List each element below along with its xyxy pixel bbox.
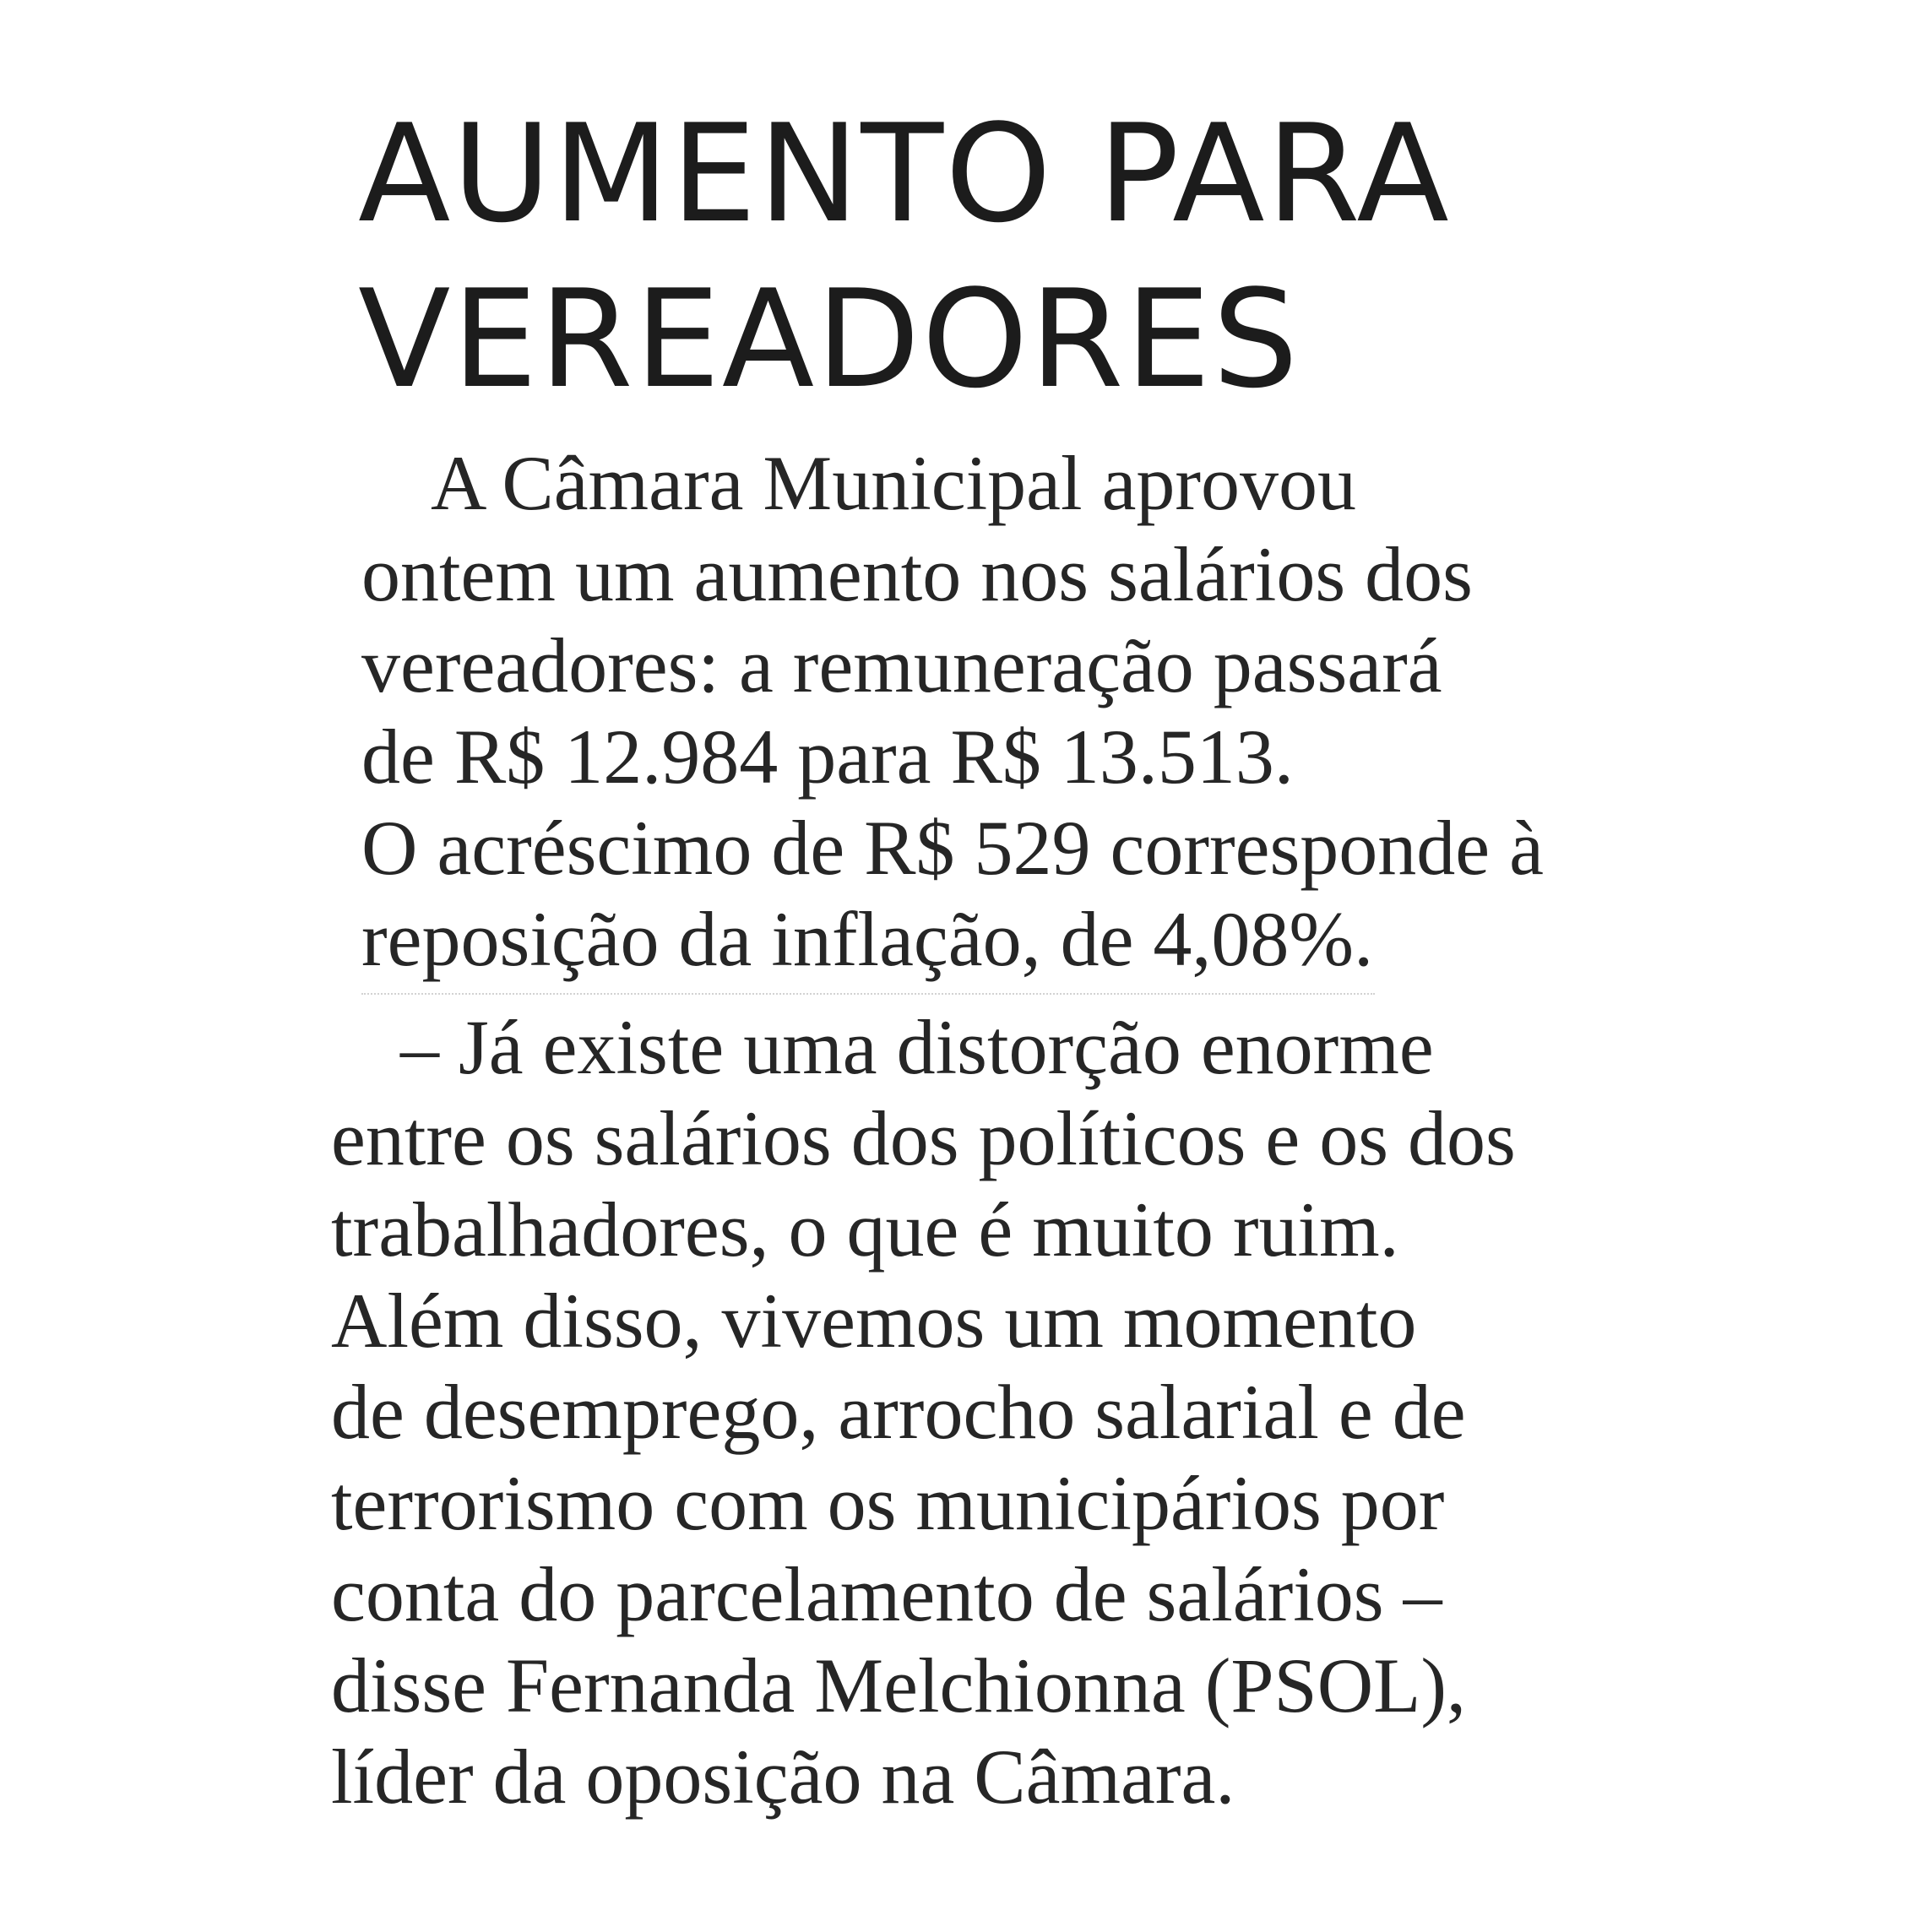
quote-line: de desemprego, arrocho salarial e de — [331, 1369, 1466, 1455]
quote-line: trabalhadores, o que é muito ruim. — [331, 1186, 1399, 1273]
quote-line: conta do parcelamento de salários – — [331, 1551, 1442, 1637]
section-divider — [361, 993, 1375, 995]
quote-line: entre os salários dos políticos e os dos — [331, 1095, 1516, 1181]
lead-line: de R$ 12.984 para R$ 13.513. — [361, 714, 1294, 800]
quote-line: – Já existe uma distorção enorme — [400, 1004, 1434, 1090]
lead-line: A Câmara Municipal aprovou — [431, 440, 1357, 526]
quote-paragraph — [331, 1001, 1665, 1822]
lead-line: vereadores: a remuneração passará — [361, 622, 1442, 708]
quote-line: líder da oposição na Câmara. — [331, 1734, 1235, 1820]
headline — [358, 91, 1625, 422]
lead-line: reposição da inflação, de 4,08%. — [361, 896, 1374, 982]
quote-line: disse Fernanda Melchionna (PSOL), — [331, 1642, 1466, 1728]
lead-paragraph — [361, 437, 1679, 985]
lead-line: ontem um aumento nos salários dos — [361, 531, 1473, 617]
headline-line: AUMENTO PARA — [358, 95, 1451, 252]
quote-line: Além disso, vivemos um momento — [331, 1278, 1417, 1364]
headline-line: VEREADORES — [358, 260, 1301, 418]
lead-line: O acréscimo de R$ 529 corresponde à — [361, 805, 1544, 891]
quote-line: terrorismo com os municipários por — [331, 1460, 1445, 1546]
